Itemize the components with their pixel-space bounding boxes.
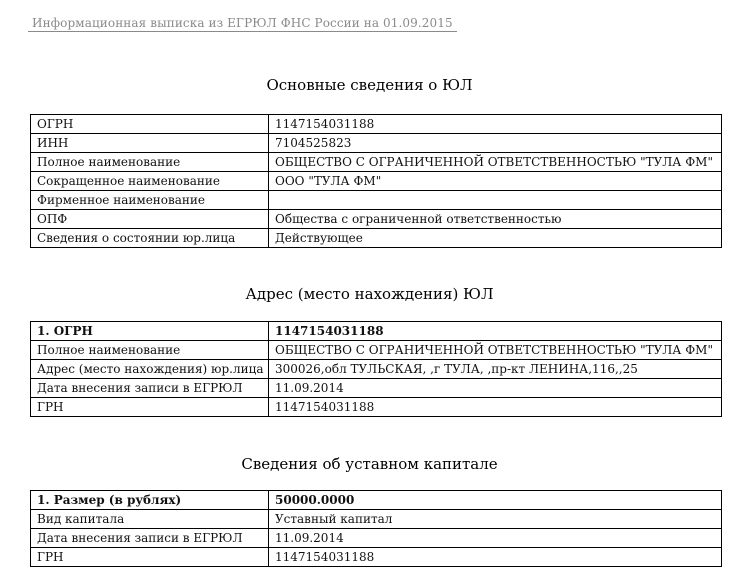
section-title-capital: Сведения об уставном капитале <box>241 455 498 473</box>
row-value: 1147154031188 <box>269 548 722 567</box>
row-value <box>269 191 722 210</box>
row-key: ОПФ <box>31 210 269 229</box>
row-value: 11.09.2014 <box>269 529 722 548</box>
main-info-table <box>30 114 722 248</box>
row-key: ИНН <box>31 134 269 153</box>
row-value: Уставный капитал <box>269 510 722 529</box>
row-key: ОГРН <box>31 115 269 134</box>
row-key: 1. ОГРН <box>31 322 269 341</box>
row-value: 1147154031188 <box>269 398 722 417</box>
table-row <box>31 491 722 510</box>
row-value: 1147154031188 <box>269 115 722 134</box>
row-value: ОБЩЕСТВО С ОГРАНИЧЕННОЙ ОТВЕТСТВЕННОСТЬЮ "ТУЛА ФМ" <box>269 153 722 172</box>
row-key: 1. Размер (в рублях) <box>31 491 269 510</box>
table-row <box>31 115 722 134</box>
table-row <box>31 510 722 529</box>
table-row <box>31 153 722 172</box>
row-value: Действующее <box>269 229 722 248</box>
table-row <box>31 134 722 153</box>
row-key: Полное наименование <box>31 153 269 172</box>
table-row <box>31 529 722 548</box>
row-key: Полное наименование <box>31 341 269 360</box>
row-value: ОБЩЕСТВО С ОГРАНИЧЕННОЙ ОТВЕТСТВЕННОСТЬЮ "ТУЛА ФМ" <box>269 341 722 360</box>
row-value: 300026,обл ТУЛЬСКАЯ, ,г ТУЛА, ,пр-кт ЛЕНИНА,116,,25 <box>269 360 722 379</box>
row-value: ООО "ТУЛА ФМ" <box>269 172 722 191</box>
table-row <box>31 360 722 379</box>
section-title-main-info: Основные сведения о ЮЛ <box>266 76 473 94</box>
table-row <box>31 191 722 210</box>
row-value: 7104525823 <box>269 134 722 153</box>
row-key: Вид капитала <box>31 510 269 529</box>
row-key: ГРН <box>31 548 269 567</box>
row-key: ГРН <box>31 398 269 417</box>
row-value: 50000.0000 <box>269 491 722 510</box>
row-value: 1147154031188 <box>269 322 722 341</box>
section-title-address: Адрес (место нахождения) ЮЛ <box>245 285 494 303</box>
table-row <box>31 379 722 398</box>
document-header: Информационная выписка из ЕГРЮЛ ФНС России на 01.09.2015 <box>28 16 457 32</box>
table-row <box>31 172 722 191</box>
row-key: Фирменное наименование <box>31 191 269 210</box>
table-row <box>31 229 722 248</box>
capital-table <box>30 490 722 567</box>
row-key: Адрес (место нахождения) юр.лица <box>31 360 269 379</box>
row-value: 11.09.2014 <box>269 379 722 398</box>
row-value: Общества с ограниченной ответственностью <box>269 210 722 229</box>
table-row <box>31 548 722 567</box>
row-key: Дата внесения записи в ЕГРЮЛ <box>31 379 269 398</box>
row-key: Дата внесения записи в ЕГРЮЛ <box>31 529 269 548</box>
table-row <box>31 322 722 341</box>
table-row <box>31 210 722 229</box>
table-row <box>31 398 722 417</box>
address-table <box>30 321 722 417</box>
table-row <box>31 341 722 360</box>
row-key: Сокращенное наименование <box>31 172 269 191</box>
row-key: Сведения о состоянии юр.лица <box>31 229 269 248</box>
